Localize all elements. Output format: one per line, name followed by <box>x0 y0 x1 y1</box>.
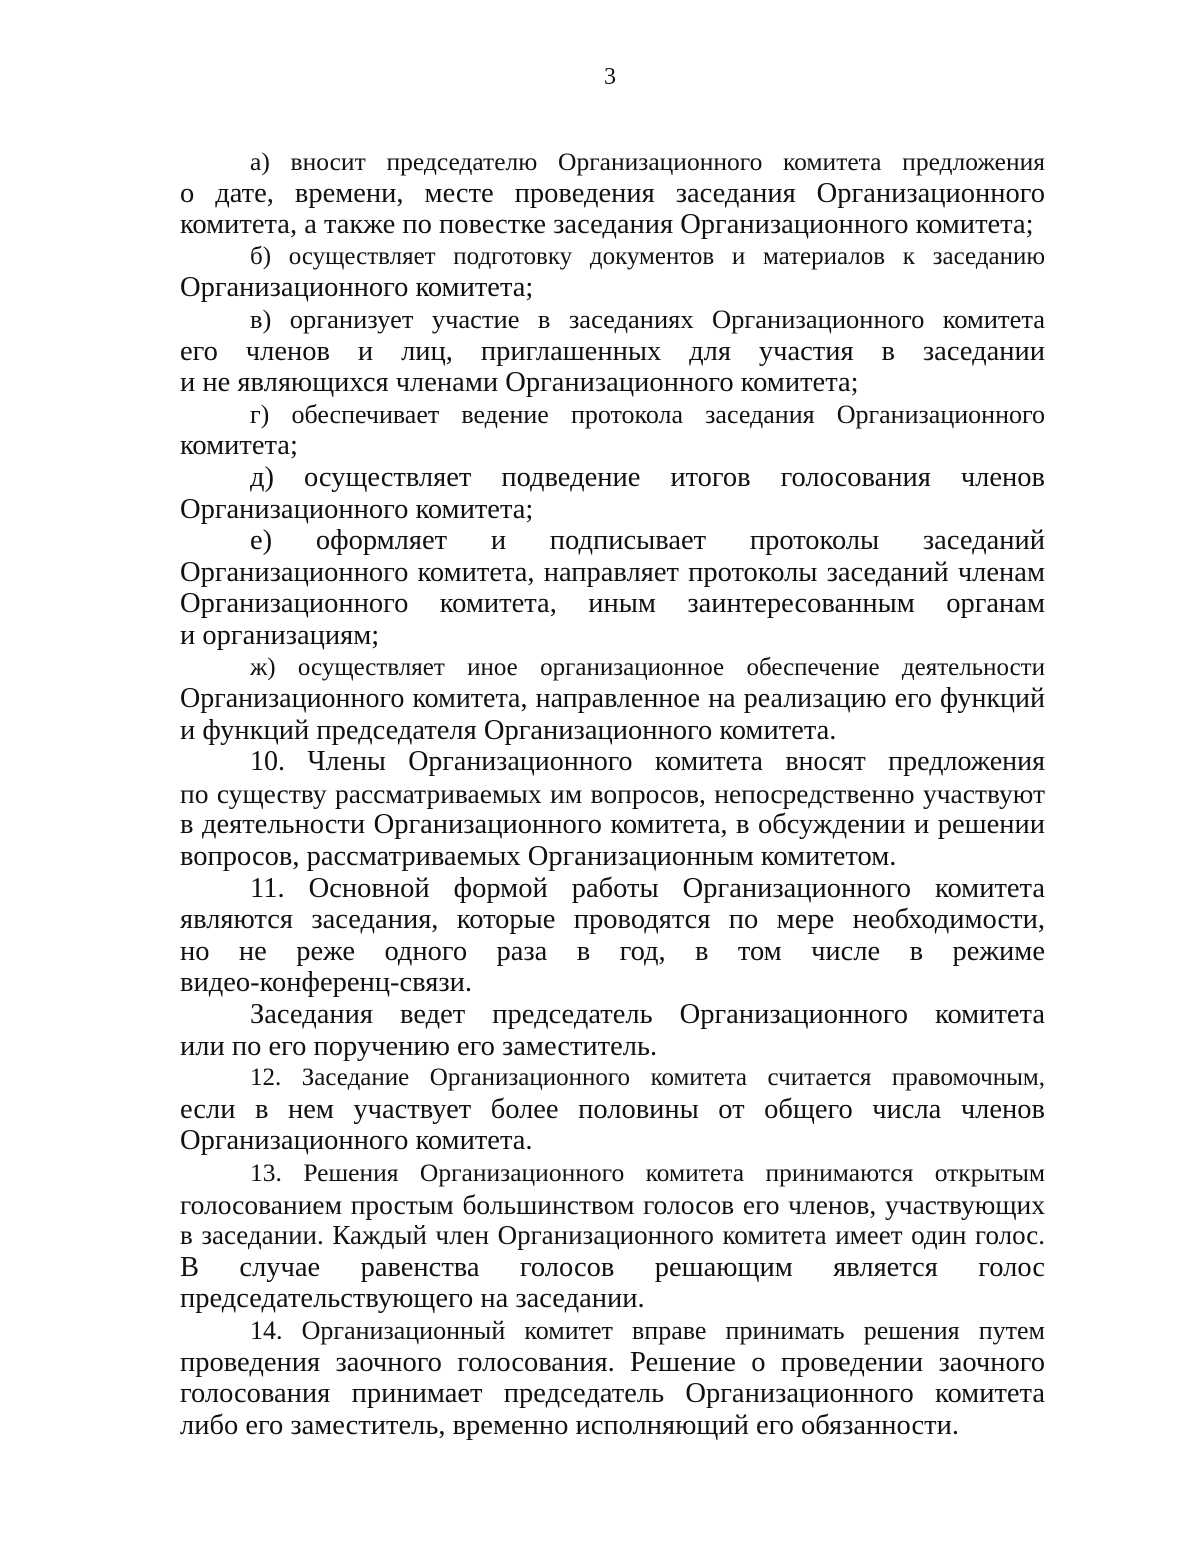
text-line: 11. Основной формой работы Организационного комитета <box>250 872 1045 904</box>
text-line: комитета, а также по повестке заседания Организационного комитета; <box>180 209 1034 241</box>
paragraph <box>180 399 1045 462</box>
text-line: и организациям; <box>180 619 380 651</box>
text-line: о дате, времени, месте проведения заседания Организационного <box>180 177 1045 209</box>
paragraph <box>180 304 1045 399</box>
text-line: или по его поручению его заместитель. <box>180 1030 658 1062</box>
text-line: голосования принимает председатель Организационного комитета <box>180 1378 1045 1410</box>
text-line: его членов и лиц, приглашенных для участия в заседании <box>180 335 1045 367</box>
text-line: комитета; <box>180 430 298 462</box>
text-line: но не реже одного раза в год, в том числе в режиме <box>180 935 1045 967</box>
text-line: 14. Организационный комитет вправе принимать решения путем <box>250 1315 1045 1345</box>
text-line: по существу рассматриваемых им вопросов, непосредственно участвуют <box>180 777 1045 809</box>
text-line: е) оформляет и подписывает протоколы заседаний <box>250 525 1045 557</box>
text-line: либо его заместитель, временно исполняющий его обязанности. <box>180 1409 959 1441</box>
text-line: ж) осуществляет иное организационное обеспечение деятельности <box>250 653 1045 681</box>
page-number: 3 <box>604 64 616 90</box>
text-line: Организационного комитета. <box>180 1125 533 1157</box>
text-line: вопросов, рассматриваемых Организационным комитетом. <box>180 841 897 873</box>
text-line: Организационного комитета; <box>180 493 534 525</box>
text-line: д) осуществляет подведение итогов голосования членов <box>250 461 1045 493</box>
paragraph <box>180 1157 1045 1315</box>
text-line: 10. Члены Организационного комитета вносят предложения <box>250 746 1045 778</box>
text-line: Заседания ведет председатель Организационного комитета <box>250 999 1045 1031</box>
paragraph <box>180 525 1045 651</box>
text-line: 13. Решения Организационного комитета принимаются открытым <box>250 1158 1045 1187</box>
text-line: проведения заочного голосования. Решение о проведении заочного <box>180 1346 1045 1378</box>
paragraph <box>180 873 1045 999</box>
text-line: б) осуществляет подготовку документов и материалов к заседанию <box>250 242 1045 270</box>
paragraph <box>180 1315 1045 1441</box>
text-line: голосованием простым большинством голосов его членов, участвующих <box>180 1188 1045 1220</box>
text-line: в заседании. Каждый член Организационного комитета имеет один голос. <box>180 1220 1045 1251</box>
paragraph <box>180 652 1045 747</box>
paragraph <box>180 462 1045 525</box>
paragraph <box>180 146 1045 241</box>
text-line: Организационного комитета, иным заинтересованным органам <box>180 588 1045 620</box>
text-line: а) вносит председателю Организационного комитета предложения <box>250 147 1045 176</box>
text-line: Организационного комитета, направляет протоколы заседаний членам <box>180 556 1045 588</box>
text-line: председательствующего на заседании. <box>180 1283 645 1315</box>
text-line: и функций председателя Организационного комитета. <box>180 714 837 746</box>
paragraph <box>180 746 1045 872</box>
text-line: в) организует участие в заседаниях Организационного комитета <box>250 303 1045 334</box>
text-line: Организационного комитета; <box>180 272 534 304</box>
text-line: в деятельности Организационного комитета, в обсуждении и решении <box>180 809 1045 841</box>
paragraph <box>180 241 1045 304</box>
text-line: являются заседания, которые проводятся по мере необходимости, <box>180 904 1045 936</box>
paragraph <box>180 1062 1045 1157</box>
paragraph <box>180 999 1045 1062</box>
document-body <box>180 146 1045 1441</box>
text-line: видео-конференц-связи. <box>180 967 472 999</box>
text-line: Организационного комитета, направленное на реализацию его функций <box>180 683 1045 715</box>
text-line: и не являющихся членами Организационного комитета; <box>180 367 859 399</box>
text-line: г) обеспечивает ведение протокола заседания Организационного <box>250 399 1045 429</box>
text-line: В случае равенства голосов решающим является голос <box>180 1251 1045 1283</box>
text-line: если в нем участвует более половины от общего числа членов <box>180 1093 1045 1125</box>
text-line: 12. Заседание Организационного комитета считается правомочным, <box>250 1064 1045 1092</box>
